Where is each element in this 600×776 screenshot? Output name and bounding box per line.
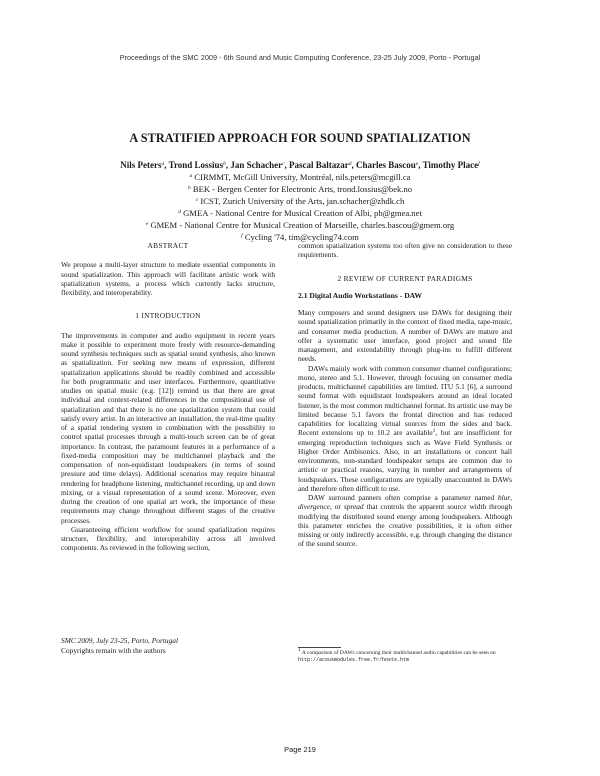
footnote-divider	[298, 647, 341, 648]
paper-title: A STRATIFIED APPROACH FOR SOUND SPATIALIZATION	[129, 131, 471, 145]
affiliation: $^a$ CIRMMT, McGill University, Montréal, nils.peters@mcgill.ca	[189, 172, 411, 182]
subsection-heading: 2.1 Digital Audio Workstations - DAW	[298, 290, 422, 300]
footnote-marker: 1	[432, 428, 436, 435]
intro-paragraph: Guaranteeing efficient workflow for sound spatialization requires structure, flexibility, and interoperability across all involved components. As reviewed in the following section,	[61, 524, 275, 553]
author-name: Timothy Place	[422, 160, 479, 170]
footnote-url[interactable]: http://acousmodules.free.fr/hosts.htm	[298, 657, 410, 663]
author-name: Nils Peters	[120, 160, 162, 170]
author-name: Trond Lossius	[168, 160, 224, 170]
conference-header: Proceedings of the SMC 2009 - 6th Sound and Music Computing Conference, 23-25 July 2009, Porto - Portugal	[119, 53, 481, 62]
affiliation: $^b$ BEK - Bergen Center for Electronic Arts, trond.lossius@bek.no	[187, 183, 413, 194]
copyright-note: Copyrights remain with the authors	[61, 645, 166, 655]
author-list: Nils Peters$^a$, Trond Lossius$^b$, Jan Schacher$^c$, Pascal Baltazar$^d$, Charles Bascou$^e$, Timothy Place$^f$	[120, 160, 480, 170]
affiliation: $^e$ GMEM - National Centre for Musical Creation of Marseille, charles.bascou@gmem.org	[145, 219, 455, 230]
page-number: Page 219	[284, 745, 316, 754]
review-paragraph: DAW surround panners often comprise a parameter named blur, divergence, or spread that controls the apparent source width through modifying the distributed sound energy among loudspeakers. Although this parameter enriches the creative possibilities, it is often either missing or only indirectly accessible, e.g. through changing the distance of the sound source.	[298, 493, 512, 549]
affiliation-list	[0, 172, 600, 243]
review-heading: 2 REVIEW OF CURRENT PARADIGMS	[337, 273, 473, 283]
left-column	[61, 241, 275, 553]
affiliation: $^d$ GMEA - National Centre for Musical Creation of Albi, pb@gmea.net	[178, 207, 422, 218]
affiliation: $^c$ ICST, Zurich University of the Arts, jan.schacher@zhdk.ch	[195, 195, 405, 206]
intro-continuation: common spatialization systems too often give no consideration to these requirements.	[298, 241, 512, 260]
review-paragraph: Many composers and sound designers use DAWs for designing their sound spatialization primarily in the context of fixed media, tape-music, and consumer media production. A number of DAWs are mature and offer a systematic user interface, good project and sound file management, and extendability through plug-ins to fulfill different needs.	[298, 308, 512, 364]
intro-paragraph: The improvements in computer and audio equipment in recent years make it possible to experiment more freely with resource-demanding sound synthesis techniques such as spatial sound synthesis, also known as spatialization. For seeking new means of expression, different spatialization applications should be readily combined and accessible for both programmatic and user interfaces. Furthermore, quantitative studies on spatial music (e.g. [12]) remind us that there are great individual and context-related differences in the compositional use of spatialization and that there is no one spatialization system that could satisfy every artist. In an interactive art installation, the real-time quality of a spatial rendering system in combination with the possibility to control spatial processes through a multi-touch screen can be of great importance. In contrast, the paramount features in a performance of a fixed-media composition may be multichannel playback and the compensation of non-equidistant loudspeakers (in terms of sound pressure and time delays). Additional scenarios may require binaural rendering for headphone listening, multichannel recording, up and down mixing, or a visual representation of a sound scene. Moreover, even during the creation of one spatial art work, the importance of these requirements may change throughout different stages of the creative processes.	[61, 330, 275, 525]
first-page-footer	[61, 636, 178, 655]
author-name: Jan Schacher	[230, 160, 283, 170]
venue-note: SMC 2009, July 23-25, Porto, Portugal	[61, 636, 179, 645]
review-paragraph: DAWs mainly work with common consumer channel configurations; mono, stereo and 5.1. However, through focusing on consumer media products, multichannel capabilities are limited. ITU 5.1 [6], a surround sound format with equidistant loudspeakers around an ideal located listener, is the most common multichannel format. Its artistic use may be limited because 5.1 favors the frontal direction and has reduced capabilities for localizing virtual sources from the sides and back. Recent extensions up to 10.2 are available$^1$, but are insufficient for emerging reproduction techniques such as Wave Field Synthesis or Higher Order Ambisonics. Also, in art installations or concert hall environments, non-standard loudspeaker setups are common due to artistic or practical reasons, varying in number and arrangements of loudspeakers. These configurations are typically unaccounted in DAWs and therefore often difficult to use.	[298, 363, 512, 493]
abstract-heading: ABSTRACT	[147, 241, 189, 250]
affiliation: $^f$ Cycling '74, tim@cycling74.com	[241, 231, 359, 242]
right-column	[298, 241, 512, 549]
footnote: $^1$ A comparison of DAWs concerning their multichannel audio capabilities can be seen on http://acousmodules.free.fr/hosts.htm	[298, 647, 496, 663]
abstract-text: We propose a multi-layer structure to mediate essential components in sound spatialization. This approach will facilitate artistic work with spatialization systems, a process which currently lacks structure, flexibility, and interoperability.	[61, 260, 275, 297]
author-name: Charles Bascou	[356, 160, 416, 170]
intro-heading: 1 INTRODUCTION	[135, 311, 201, 321]
author-name: Pascal Baltazar	[289, 160, 349, 170]
